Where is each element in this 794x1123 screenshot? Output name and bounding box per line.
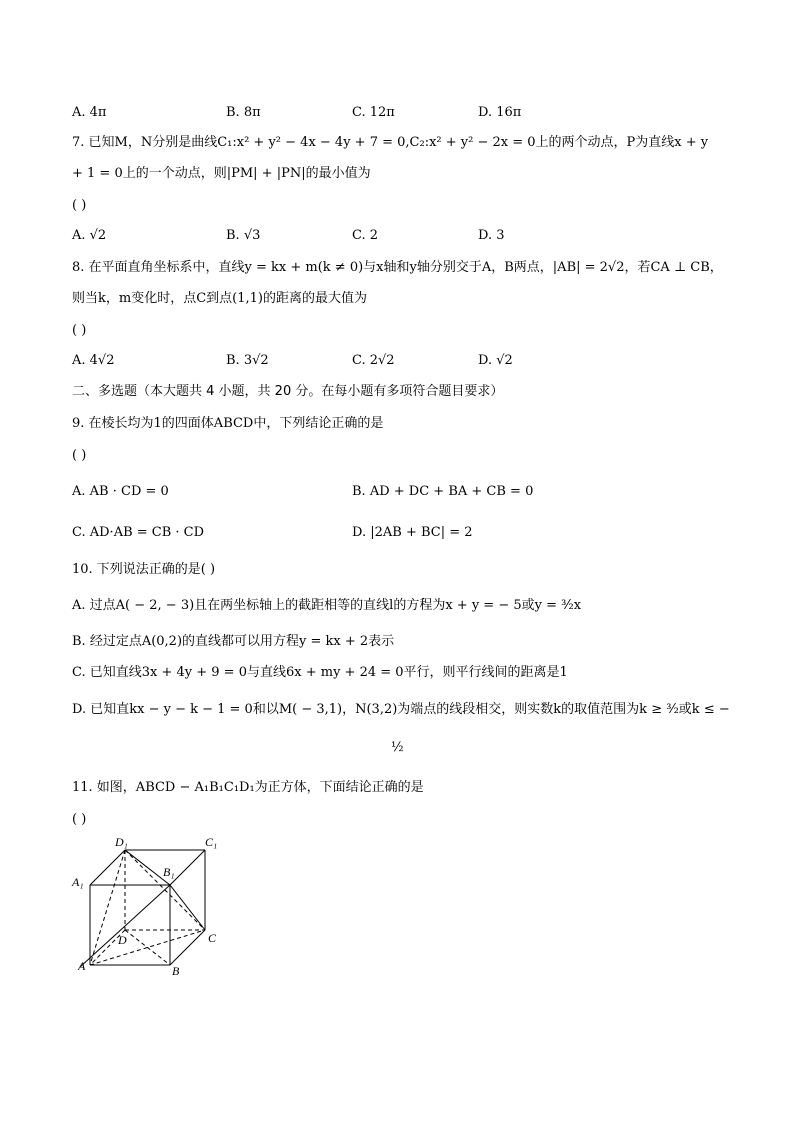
cube-figure — [60, 830, 230, 980]
q10-option-d-cont — [0, 738, 794, 758]
q9-option-d: D. |2AB + BC| = 2 — [352, 525, 473, 540]
q7-stem-line2 — [0, 164, 794, 184]
q8-stem-line1 — [0, 258, 794, 278]
q6-option-d: D. 16π — [478, 105, 522, 120]
q10-stem-text: 10. 下列说法正确的是( ) — [72, 562, 216, 577]
label-a1: A₁ — [72, 875, 84, 889]
q10-option-a: A. 过点A( − 2, − 3)且在两坐标轴上的截距相等的直线l的方程为x + y = − 5或y = ³⁄₂x — [72, 598, 582, 613]
q9-option-b: B. AD + DC + BA + CB = 0 — [352, 484, 534, 499]
q8-text-2: 则当k，m变化时，点C到点(1,1)的距离的最大值为 — [72, 291, 367, 306]
q10-option-c-row — [0, 663, 794, 683]
q10-option-d-fraction: ½ — [391, 740, 404, 755]
q10-option-d-row — [0, 700, 794, 720]
section-2-title: 二、多选题（本大题共 4 小题，共 20 分。在每小题有多项符合题目要求） — [72, 384, 504, 399]
label-c: C — [208, 931, 217, 945]
q10-stem — [0, 560, 794, 580]
label-a: A — [78, 959, 86, 973]
q11-stem-text: 11. 如图，ABCD − A₁B₁C₁D₁为正方体，下面结论正确的是 — [72, 780, 424, 795]
section-2-heading — [0, 382, 794, 402]
q7-text-1: 7. 已知M，N分别是曲线C₁:x² + y² − 4x − 4y + 7 = 0,C₂:x² + y² − 2x = 0上的两个动点，P为直线x + y — [72, 135, 709, 150]
q11-paren-text: ( ) — [72, 812, 87, 827]
q6-option-b: B. 8π — [226, 105, 261, 120]
label-c1: C₁ — [205, 835, 218, 849]
label-d: D — [118, 933, 127, 947]
q8-option-d: D. √2 — [478, 353, 513, 368]
q10-option-b-row — [0, 632, 794, 652]
q7-stem-line1 — [0, 133, 794, 153]
q11-paren — [0, 810, 794, 830]
q9-stem-text: 9. 在棱长均为1的四面体ABCD中，下列结论正确的是 — [72, 416, 384, 431]
q6-option-c: C. 12π — [352, 105, 395, 120]
q7-paren-text: ( ) — [72, 198, 87, 213]
q11-stem — [0, 778, 794, 798]
q7-paren — [0, 196, 794, 216]
label-d1: D₁ — [115, 835, 128, 849]
label-b1: B₁ — [163, 865, 175, 879]
q10-option-b: B. 经过定点A(0,2)的直线都可以用方程y = kx + 2表示 — [72, 634, 395, 649]
q8-text-1: 8. 在平面直角坐标系中，直线y = kx + m(k ≠ 0)与x轴和y轴分别交于A，B两点，|AB| = 2√2，若CA ⊥ CB， — [72, 260, 723, 275]
q9-paren-text: ( ) — [72, 448, 87, 463]
q10-option-c: C. 已知直线3x + 4y + 9 = 0与直线6x + my + 24 = 0平行，则平行线间的距离是1 — [72, 665, 568, 680]
q9-option-c: C. AD·AB = CB · CD — [72, 525, 205, 540]
label-b: B — [172, 964, 180, 978]
q7-option-c: C. 2 — [352, 228, 379, 243]
q8-stem-line2 — [0, 289, 794, 309]
q8-option-c: C. 2√2 — [352, 353, 395, 368]
q8-paren — [0, 321, 794, 341]
q6-options — [0, 103, 794, 123]
q7-option-b: B. √3 — [226, 228, 261, 243]
q9-options-row1 — [0, 482, 794, 502]
q8-paren-text: ( ) — [72, 323, 87, 338]
q7-text-2: + 1 = 0上的一个动点，则|PM| + |PN|的最小值为 — [72, 166, 371, 181]
q7-option-a: A. √2 — [72, 228, 107, 243]
q6-option-a: A. 4π — [72, 105, 107, 120]
q7-option-d: D. 3 — [478, 228, 505, 243]
q8-options — [0, 351, 794, 371]
q7-options — [0, 226, 794, 246]
q8-option-a: A. 4√2 — [72, 353, 115, 368]
q8-option-b: B. 3√2 — [226, 353, 269, 368]
q10-option-d: D. 已知直kx − y − k − 1 = 0和以M( − 3,1)，N(3,2)为端点的线段相交，则实数k的取值范围为k ≥ ³⁄₂或k ≤ − — [72, 702, 730, 717]
q9-option-a: A. AB · CD = 0 — [72, 484, 169, 499]
q10-option-a-row — [0, 596, 794, 616]
q9-stem — [0, 414, 794, 434]
q9-options-row2 — [0, 523, 794, 543]
q9-paren — [0, 446, 794, 466]
